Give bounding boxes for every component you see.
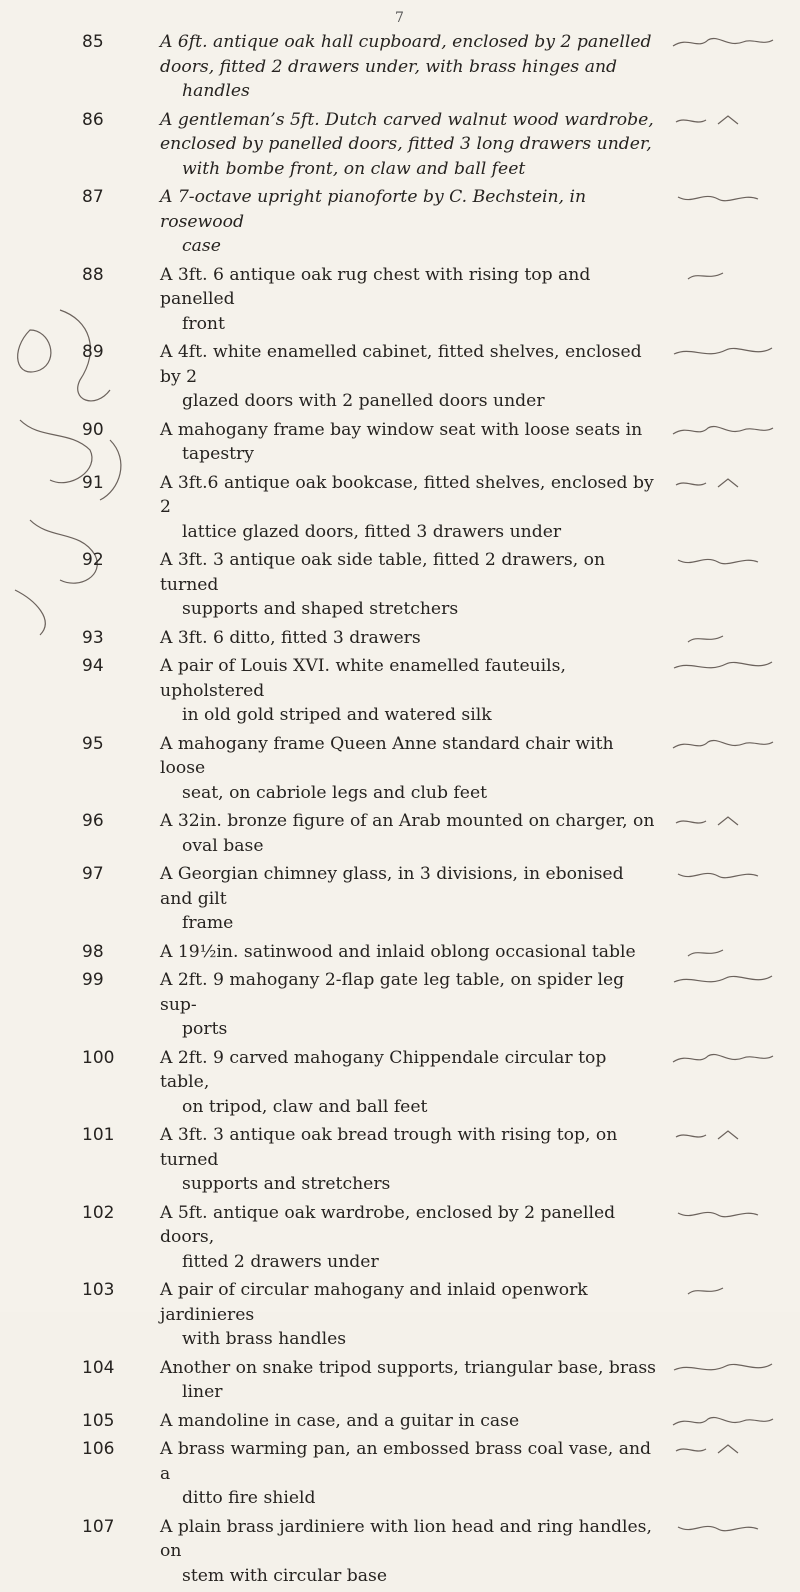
lot-number: 107 — [82, 1516, 115, 1537]
lot-description-first-line: A 3ft. 3 antique oak side table, fitted 2 drawers, on turned — [160, 550, 606, 595]
handwritten-price-mark-icon — [668, 1411, 778, 1431]
lot-description-first-line: A 3ft. 6 ditto, fitted 3 drawers — [160, 627, 421, 648]
lot-entry — [0, 418, 800, 467]
lot-entry — [0, 1278, 800, 1352]
lot-description — [160, 1278, 660, 1352]
lot-entry — [0, 471, 800, 545]
lot-entry — [0, 185, 800, 259]
lot-description-first-line: A 6ft. antique oak hall cupboard, enclosed by 2 panelled doors, fitted 2 drawers under, with brass hinges and — [160, 32, 652, 77]
lot-description — [160, 30, 660, 104]
lot-number: 87 — [82, 187, 104, 207]
lot-number: 104 — [82, 1357, 115, 1378]
lot-description-continuation: in old gold striped and watered silk — [182, 705, 492, 725]
lot-description — [160, 940, 660, 965]
handwritten-price-mark-icon — [668, 110, 778, 130]
lot-description-continuation: tapestry — [182, 444, 254, 464]
lot-description-continuation: oval base — [182, 835, 264, 856]
lot-entry — [0, 968, 800, 1042]
handwritten-price-mark-icon — [668, 1048, 778, 1068]
lot-description — [160, 1409, 660, 1434]
lot-description-first-line: A brass warming pan, an embossed brass coal vase, and a — [160, 1439, 652, 1484]
lot-number: 98 — [82, 941, 104, 962]
handwritten-price-mark-icon — [668, 187, 778, 207]
handwritten-price-mark-icon — [668, 32, 778, 52]
lot-description — [160, 862, 660, 936]
lot-description — [160, 732, 660, 806]
lot-entry — [0, 30, 800, 104]
lot-description-first-line: A 32in. bronze figure of an Arab mounted on charger, on — [160, 811, 655, 831]
lot-description — [160, 1515, 660, 1589]
lot-description-continuation: front — [182, 313, 225, 334]
handwritten-price-mark-icon — [668, 1358, 778, 1378]
lot-description — [160, 185, 660, 259]
lot-description-first-line: A 19½in. satinwood and inlaid oblong occasional table — [160, 941, 636, 962]
lot-description-continuation: supports and stretchers — [182, 1174, 391, 1194]
lot-description — [160, 654, 660, 728]
lot-entry — [0, 1409, 800, 1434]
lot-number: 99 — [82, 970, 104, 990]
lot-entry — [0, 1046, 800, 1120]
lot-description — [160, 1356, 660, 1405]
lot-number: 90 — [82, 419, 104, 440]
lot-entry — [0, 1356, 800, 1405]
lot-description-continuation: on tripod, claw and ball feet — [182, 1096, 428, 1117]
page-number: 7 — [395, 10, 404, 26]
lot-entry — [0, 626, 800, 651]
handwritten-price-mark-icon — [668, 550, 778, 570]
lot-number: 89 — [82, 342, 104, 362]
handwritten-price-mark-icon — [668, 1125, 778, 1145]
lot-description — [160, 1123, 660, 1197]
lot-number: 106 — [82, 1439, 115, 1459]
lot-number: 85 — [82, 32, 104, 52]
lot-number: 95 — [82, 733, 104, 754]
lot-number: 100 — [82, 1047, 115, 1068]
lot-description-continuation: ports — [182, 1019, 228, 1039]
lot-number: 105 — [82, 1410, 115, 1431]
lot-description-first-line: A mahogany frame bay window seat with loose seats in — [160, 419, 643, 440]
lot-description-first-line: A 7-octave upright pianoforte by C. Bechstein, in rosewood — [160, 187, 587, 232]
lot-description — [160, 968, 660, 1042]
lot-entry — [0, 340, 800, 414]
lot-entry — [0, 862, 800, 936]
handwritten-price-mark-icon — [668, 1439, 778, 1459]
lot-description-first-line: A Georgian chimney glass, in 3 divisions, in ebonised and gilt — [160, 864, 624, 909]
lot-description — [160, 340, 660, 414]
lot-number: 86 — [82, 109, 104, 130]
lot-entry — [0, 809, 800, 858]
lot-entry — [0, 654, 800, 728]
lot-number: 93 — [82, 627, 104, 648]
handwritten-price-mark-icon — [668, 942, 778, 962]
lot-number: 101 — [82, 1125, 115, 1145]
lot-description-first-line: A 3ft. 6 antique oak rug chest with rising top and panelled — [160, 264, 591, 309]
lot-description — [160, 1046, 660, 1120]
lot-entry — [0, 108, 800, 182]
handwritten-price-mark-icon — [668, 342, 778, 362]
lot-description-first-line: A 2ft. 9 carved mahogany Chippendale circular top table, — [160, 1047, 607, 1092]
handwritten-price-mark-icon — [668, 811, 778, 831]
lot-entry — [0, 940, 800, 965]
lot-description-continuation: glazed doors with 2 panelled doors under — [182, 391, 545, 411]
lot-number: 103 — [82, 1280, 115, 1300]
lot-description — [160, 626, 660, 651]
lot-description-first-line: A mahogany frame Queen Anne standard chair with loose — [160, 733, 614, 778]
lot-description-continuation: liner — [182, 1382, 223, 1402]
lot-description-first-line: Another on snake tripod supports, triangular base, brass — [160, 1357, 656, 1378]
handwritten-price-mark-icon — [668, 734, 778, 754]
lot-description-first-line: A 3ft.6 antique oak bookcase, fitted shelves, enclosed by 2 — [160, 472, 654, 517]
lot-description — [160, 471, 660, 545]
lot-entry — [0, 1123, 800, 1197]
lot-description-first-line: A 3ft. 3 antique oak bread trough with rising top, on turned — [160, 1125, 618, 1170]
lot-description-continuation: lattice glazed doors, fitted 3 drawers under — [182, 521, 562, 542]
lot-description-first-line: A plain brass jardiniere with lion head and ring handles, on — [160, 1516, 652, 1561]
lot-entry — [0, 263, 800, 337]
lot-entry — [0, 548, 800, 622]
lot-number: 94 — [82, 656, 104, 676]
lot-description-continuation: with bombe front, on claw and ball feet — [182, 158, 526, 179]
lot-description-continuation: supports and shaped stretchers — [182, 599, 459, 619]
handwritten-price-mark-icon — [668, 628, 778, 648]
lot-number: 92 — [82, 550, 104, 570]
lot-entry — [0, 1201, 800, 1275]
handwritten-price-mark-icon — [668, 1203, 778, 1223]
handwritten-price-mark-icon — [668, 420, 778, 440]
lot-description-first-line: A pair of circular mahogany and inlaid openwork jardinieres — [160, 1280, 588, 1325]
lot-description-continuation: fitted 2 drawers under — [182, 1251, 379, 1272]
lot-description — [160, 263, 660, 337]
handwritten-price-mark-icon — [668, 656, 778, 676]
lot-description — [160, 809, 660, 858]
lot-description-first-line: A 5ft. antique oak wardrobe, enclosed by 2 panelled doors, — [160, 1202, 616, 1247]
lot-number: 96 — [82, 811, 104, 831]
lot-number: 102 — [82, 1202, 115, 1223]
lot-number: 97 — [82, 864, 104, 884]
handwritten-price-mark-icon — [668, 864, 778, 884]
lot-entry — [0, 1437, 800, 1511]
lot-description — [160, 1201, 660, 1275]
lot-description — [160, 108, 660, 182]
lot-description — [160, 548, 660, 622]
handwritten-price-mark-icon — [668, 265, 778, 285]
lot-description-first-line: A mandoline in case, and a guitar in case — [160, 1410, 520, 1431]
lot-description-continuation: ditto fire shield — [182, 1488, 316, 1508]
handwritten-price-mark-icon — [668, 473, 778, 493]
lot-description-continuation: case — [182, 236, 221, 256]
lot-description-continuation: with brass handles — [182, 1329, 347, 1349]
lot-entry — [0, 732, 800, 806]
lot-description-continuation: seat, on cabriole legs and club feet — [182, 782, 488, 803]
handwritten-price-mark-icon — [668, 1517, 778, 1537]
lot-description-continuation: stem with circular base — [182, 1565, 388, 1586]
handwritten-price-mark-icon — [668, 1280, 778, 1300]
lot-description-first-line: A gentleman’s 5ft. Dutch carved walnut wood wardrobe, enclosed by panelled doors, fitted 3 long drawers under, — [160, 109, 654, 154]
lot-description-first-line: A 2ft. 9 mahogany 2-flap gate leg table, on spider leg sup- — [160, 970, 625, 1015]
lot-description-continuation: handles — [182, 81, 250, 101]
lot-description-first-line: A pair of Louis XVI. white enamelled fauteuils, upholstered — [160, 656, 566, 701]
lot-list — [0, 30, 800, 1592]
lot-description-first-line: A 4ft. white enamelled cabinet, fitted shelves, enclosed by 2 — [160, 342, 642, 387]
handwritten-price-mark-icon — [668, 970, 778, 990]
lot-description — [160, 418, 660, 467]
lot-description-continuation: frame — [182, 913, 234, 933]
lot-entry — [0, 1515, 800, 1589]
lot-number: 91 — [82, 472, 104, 493]
lot-description — [160, 1437, 660, 1511]
lot-number: 88 — [82, 264, 104, 285]
